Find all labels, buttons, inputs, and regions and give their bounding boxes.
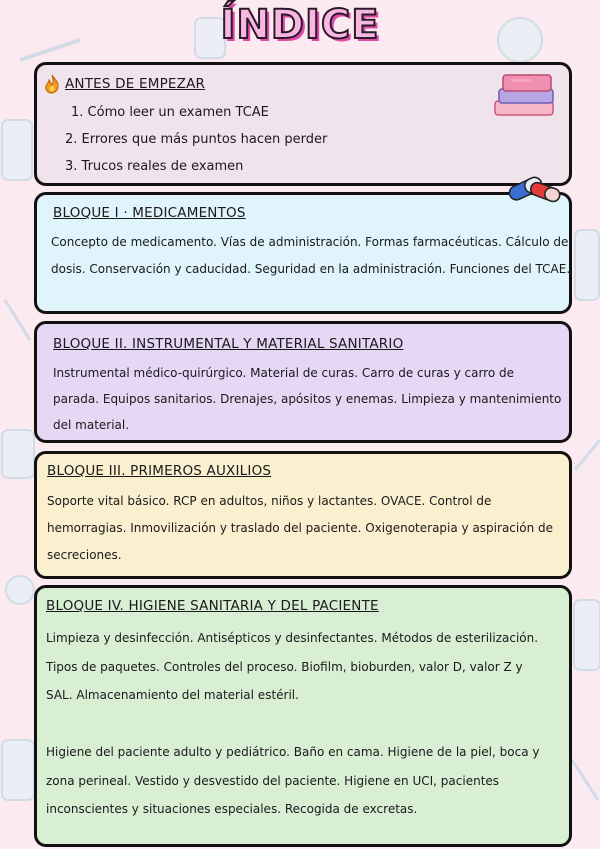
section-body: [51, 229, 571, 283]
body-line: Soporte vital básico. RCP en adultos, niños y lactantes. OVACE. Control de: [47, 494, 492, 508]
section-antes-de-empezar: [34, 62, 572, 186]
body-line: secreciones.: [47, 548, 122, 562]
page-title: ÍNDICE: [220, 2, 380, 48]
section-body: [46, 624, 572, 824]
body-line: Higiene del paciente adulto y pediátrico. Baño en cama. Higiene de la piel, boca y: [46, 745, 540, 759]
pills-icon: [505, 166, 565, 210]
section-body: [53, 360, 573, 438]
flame-icon: [43, 74, 61, 94]
body-line: Instrumental médico-quirúrgico. Material de curas. Carro de curas y carro de: [53, 366, 514, 380]
list-item: 3. Trucos reales de examen: [65, 159, 244, 174]
body-spacer: [46, 710, 572, 739]
body-line: inconscientes y situaciones especiales. Recogida de excretas.: [46, 802, 418, 816]
body-line: zona perineal. Vestido y desvestido del paciente. Higiene en UCI, pacientes: [46, 773, 500, 788]
body-line: dosis. Conservación y caducidad. Seguridad en la administración. Funciones del TCAE.: [51, 262, 571, 276]
body-line: SAL. Almacenamiento del material estéril.: [46, 688, 299, 702]
section-heading: ANTES DE EMPEZAR: [65, 76, 206, 92]
body-line: parada. Equipos sanitarios. Drenajes, apósitos y enemas. Limpieza y mantenimiento: [53, 392, 562, 406]
books-icon: [491, 71, 561, 121]
list-item: 1. Cómo leer un examen TCAE: [71, 105, 269, 120]
body-line: Limpieza y desinfección. Antisépticos y desinfectantes. Métodos de esterilización.: [46, 631, 539, 645]
body-line: del material.: [53, 418, 130, 432]
section-heading: BLOQUE III. PRIMEROS AUXILIOS: [47, 463, 272, 479]
section-heading: BLOQUE II. INSTRUMENTAL Y MATERIAL SANITARIO: [53, 336, 404, 352]
body-line: Concepto de medicamento. Vías de administración. Formas farmacéuticas. Cálculo de: [51, 235, 569, 249]
section-body: [47, 488, 571, 569]
section-bloque-4: [34, 585, 572, 847]
section-bloque-1: [34, 192, 572, 314]
section-heading: BLOQUE I · MEDICAMENTOS: [53, 205, 246, 221]
section-heading: BLOQUE IV. HIGIENE SANITARIA Y DEL PACIENTE: [46, 598, 379, 614]
intro-list: [65, 99, 327, 180]
section-heading-row: [43, 74, 205, 94]
section-bloque-2: [34, 321, 572, 443]
body-line: Tipos de paquetes. Controles del proceso. Biofilm, bioburden, valor D, valor Z y: [46, 659, 523, 674]
list-item: 2. Errores que más puntos hacen perder: [65, 132, 328, 147]
section-bloque-3: [34, 451, 572, 579]
body-line: hemorragias. Inmovilización y traslado del paciente. Oxigenoterapia y aspiración de: [47, 521, 553, 535]
